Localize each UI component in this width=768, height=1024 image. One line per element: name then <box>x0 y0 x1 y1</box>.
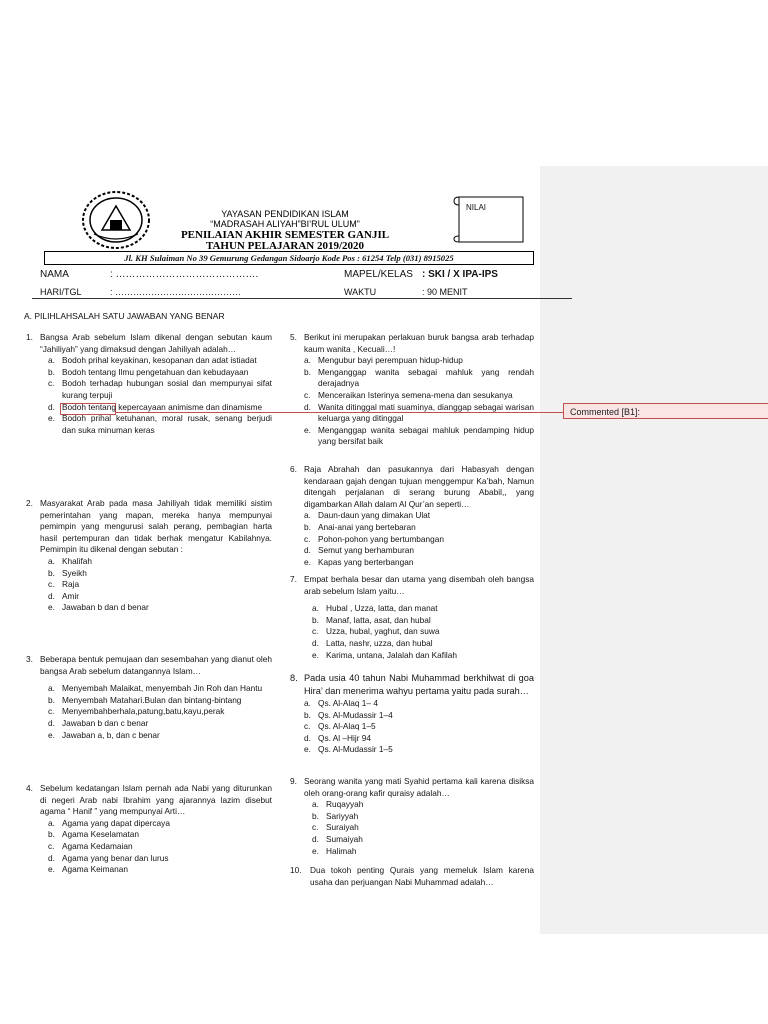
question-2 <box>26 498 272 614</box>
option-e[interactable]: e. Jawaban a, b, dan c benar <box>48 729 160 740</box>
question-stem: Beberapa bentuk pemujaan dan sesembahan yang dianut oleh bangsa Arab sebelum datangannya Islam… <box>40 654 272 676</box>
option-c[interactable]: c. Menyembahberhala,patung,batu,kayu,perak <box>48 706 225 717</box>
option-a[interactable]: a. Agama yang dapat dipercaya <box>48 817 170 828</box>
option-c[interactable]: c. Qs. Al-Alaq 1–5 <box>304 721 376 732</box>
section-title: A. PILIHLAHSALAH SATU JAWABAN YANG BENAR <box>24 311 225 321</box>
question-number: 8. <box>290 673 298 683</box>
question-1 <box>26 332 272 436</box>
option-c[interactable]: c. Menceraikan Isterinya semena-mena dan sesukanya <box>304 389 513 400</box>
day-date-field[interactable]: : …………………………………… <box>110 287 242 297</box>
question-number: 4. <box>26 783 33 793</box>
subject-label: MAPEL/KELAS <box>344 269 413 280</box>
question-8 <box>290 672 534 756</box>
score-box <box>453 194 527 246</box>
subject-value: : SKI / X IPA-IPS <box>422 269 498 280</box>
question-number: 7. <box>290 574 297 584</box>
option-b[interactable]: b. Anai-anai yang bertebaran <box>304 521 416 532</box>
time-label: WAKTU <box>344 287 377 297</box>
day-date-label: HARI/TGL <box>40 287 82 297</box>
comment-label: Commented [B1]: <box>570 407 641 417</box>
option-b[interactable]: b. Menganggap wanita sebagai mahluk yang rendah derajadnya <box>304 366 534 389</box>
question-3 <box>26 654 272 741</box>
question-number: 6. <box>290 464 297 474</box>
option-c[interactable]: c. Uzza, hubal, yaghut, dan suwa <box>312 626 440 637</box>
exam-title: PENILAIAN AKHIR SEMESTER GANJIL <box>180 229 390 241</box>
school-logo-icon <box>80 190 152 250</box>
option-e[interactable]: e. Kapas yang berterbangan <box>304 556 414 567</box>
academic-year: TAHUN PELAJARAN 2019/2020 <box>205 240 365 252</box>
comment-balloon[interactable] <box>563 403 768 419</box>
header-divider <box>32 298 572 299</box>
foundation-name: YAYASAN PENDIDIKAN ISLAM <box>221 209 349 219</box>
option-a[interactable]: a. Hubal , Uzza, latta, dan manat <box>312 603 438 614</box>
option-b[interactable]: b. Agama Keselamatan <box>48 829 140 840</box>
comment-pane <box>540 166 768 934</box>
question-stem: Sebelum kedatangan Islam pernah ada Nabi yang diturunkan di negeri Arab nabi Ibrahim yang ajarannya lazim disebut agama “ Hanif ” yang mempunyai Arti… <box>40 783 272 817</box>
option-a[interactable]: a. Bodoh prihal keyakinan, kesopanan dan adat istiadat <box>48 355 257 366</box>
option-a[interactable]: a. Ruqayyah <box>312 799 364 810</box>
option-a[interactable]: a. Khalifah <box>48 555 92 566</box>
question-7 <box>290 574 534 661</box>
question-number: 1. <box>26 332 33 342</box>
question-number: 5. <box>290 332 297 342</box>
option-e[interactable]: e. Agama Keimanan <box>48 864 128 875</box>
option-a[interactable]: a. Menyembah Malaikat, menyembah Jin Roh dan Hantu <box>48 683 263 694</box>
madrasah-name: “MADRASAH ALIYAH”BI’RUL ULUM” <box>210 219 360 229</box>
option-e[interactable]: e. Menganggap wanita sebagai mahluk pendamping hidup yang bersifat baik <box>304 424 534 447</box>
score-label: NILAI <box>466 203 487 212</box>
question-number: 3. <box>26 654 33 664</box>
question-number: 10. <box>290 865 302 875</box>
option-e[interactable]: e. Halimah <box>312 845 357 856</box>
question-stem: Berikut ini merupakan perlakuan buruk bangsa arab terhadap kaum wanita , Kecuali…! <box>304 332 534 354</box>
option-b[interactable]: b. Menyembah Matahari.Bulan dan bintang-bintang <box>48 694 242 705</box>
option-e[interactable]: e. Qs. Al-Mudassir 1–5 <box>304 744 393 755</box>
option-e[interactable]: e. Bodoh prihal ketuhanan, moral rusak, senang berjudi dan suka minuman keras <box>48 413 272 435</box>
question-stem: Raja Abrahah dan pasukannya dari Habasyah dengan kendaraan gajah dengan tujuan menggempur Ka’bah, Namun ditengah perjalanan di serang burung Ababil,, yang digambarkan Allah dalam Al Qur’an seperti… <box>304 464 534 509</box>
question-10 <box>290 865 534 888</box>
school-address: Jl. KH Sulaiman No 39 Gemurung Gedangan Sidoarjo Kode Pos : 61254 Telp (031) 8915025 <box>44 251 534 265</box>
option-d[interactable]: d. Agama yang benar dan lurus <box>48 852 169 863</box>
option-d[interactable]: d. Latta, nashr, uzza, dan hubal <box>312 637 433 648</box>
option-a[interactable]: a. Mengubur bayi perempuan hidup-hidup <box>304 355 463 366</box>
question-number: 2. <box>26 498 33 508</box>
question-number: 9. <box>290 776 297 786</box>
option-b[interactable]: b. Sariyyah <box>312 810 359 821</box>
option-d[interactable]: d. Jawaban b dan c benar <box>48 717 149 728</box>
question-5 <box>290 332 534 448</box>
option-c[interactable]: c. Raja <box>48 579 80 590</box>
option-c[interactable]: c. Agama Kedamaian <box>48 840 133 851</box>
option-a[interactable]: a. Daun-daun yang dimakan Ulat <box>304 510 431 521</box>
option-a[interactable]: a. Qs. Al-Alaq 1– 4 <box>304 698 378 708</box>
option-d[interactable]: d. Sumaiyah <box>312 833 363 844</box>
question-stem: Masyarakat Arab pada masa Jahiliyah tidak memiliki sistim pemerintahan yang mapan, mereka hanya mempunyai pemimpin yang mengurusi salah perang, pembagian harta hasil pertempuran dan tidak berhak mengatur Kabilahnya. Pemimpin itu dikenal dengan sebutan : <box>40 498 272 555</box>
option-e[interactable]: e. Karima, untana, Jalalah dan Kafilah <box>312 649 457 660</box>
option-d[interactable]: d. Semut yang berhamburan <box>304 545 414 556</box>
question-stem: Seorang wanita yang mati Syahid pertama kali karena disiksa oleh orang-orang kafir quraisy adalah… <box>304 776 534 798</box>
option-d[interactable]: d. Bodoh tentang kepercayaan animisme dan dinamisme <box>48 401 263 412</box>
option-b[interactable]: b. Syeikh <box>48 567 87 578</box>
question-stem: Bangsa Arab sebelum Islam dikenal dengan sebutan kaum “Jahiliyah” yang dimaksud dengan Jahiliyah adalah… <box>40 332 272 354</box>
option-b[interactable]: b. Bodoh tentang Ilmu pengetahuan dan kebudayaan <box>48 366 249 377</box>
question-6 <box>290 464 534 568</box>
time-value: : 90 MENIT <box>422 287 468 297</box>
question-stem: Pada usia 40 tahun Nabi Muhammad berkhilwat di goa Hira’ dan menerima wahyu pertama yaitu pada surah… <box>304 673 534 696</box>
option-c[interactable]: c. Suraiyah <box>312 822 359 833</box>
question-stem: Empat berhala besar dan utama yang disembah oleh bangsa arab sebelum Islam yaitu… <box>304 574 534 596</box>
name-label: NAMA <box>40 269 69 280</box>
option-b[interactable]: b. Manaf, latta, asat, dan hubal <box>312 614 431 625</box>
name-field[interactable]: : ……………………………………. <box>110 269 259 280</box>
option-d[interactable]: d. Qs. Al –Hijr 94 <box>304 732 372 743</box>
option-c[interactable]: c. Pohon-pohon yang bertumbangan <box>304 533 444 544</box>
option-b[interactable]: b. Qs. Al-Mudassir 1–4 <box>304 709 393 720</box>
option-e[interactable]: e. Jawaban b dan d benar <box>48 602 149 613</box>
question-stem: Dua tokoh penting Qurais yang memeluk Islam karena usaha dan perjuangan Nabi Muhammad adalah… <box>310 865 534 887</box>
question-4 <box>26 783 272 876</box>
option-d[interactable]: d. Amir <box>48 590 80 601</box>
question-9 <box>290 776 534 857</box>
option-c[interactable]: c. Bodoh terhadap hubungan sosial dan mempunyai sifat kurang terpuji <box>48 378 272 400</box>
option-d[interactable]: d. Wanita ditinggal mati suaminya, dianggap sebagai warisan keluarga yang ditinggal <box>304 401 534 424</box>
